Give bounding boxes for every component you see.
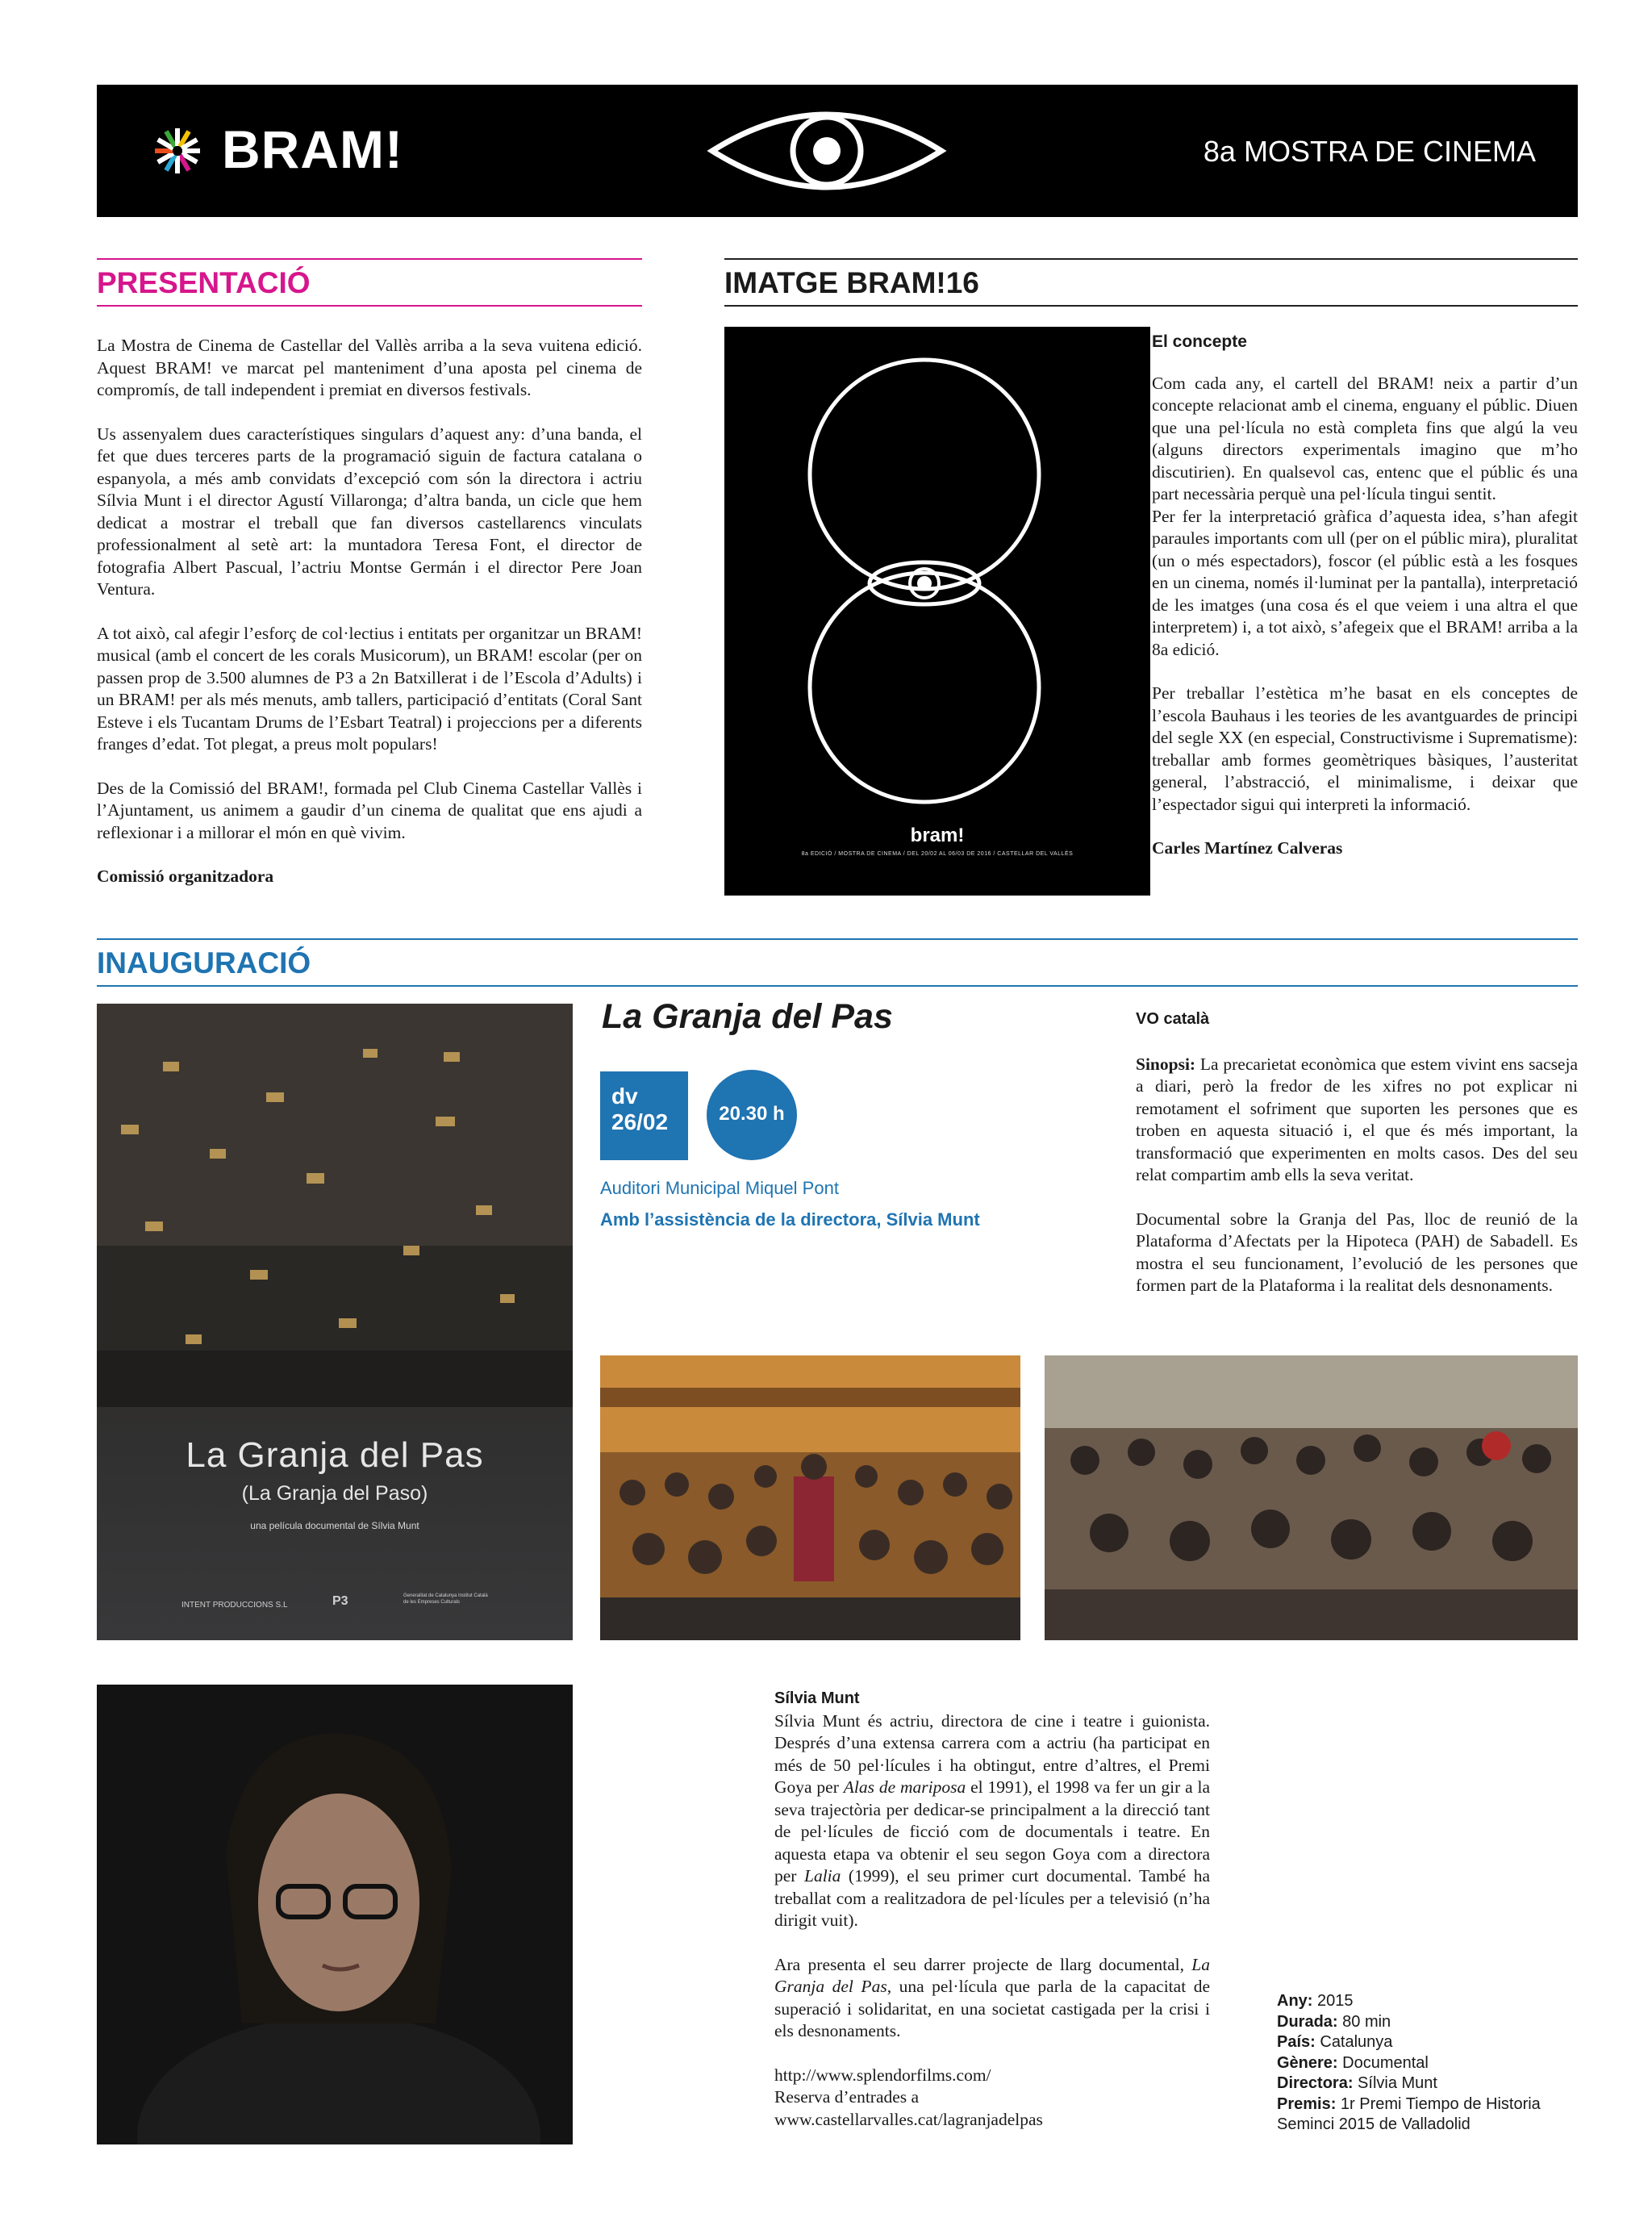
time-badge — [707, 1070, 797, 1160]
guest-note: Amb l’assistència de la directora, Sílvia Munt — [600, 1209, 980, 1230]
bio-name: Sílvia Munt — [774, 1689, 860, 1707]
bram-poster-image — [724, 327, 1150, 896]
date-day: dv — [611, 1084, 638, 1109]
fact-label: Durada: — [1277, 2012, 1338, 2031]
synopsis-column — [1136, 1009, 1578, 1319]
imatge-paragraph: Per fer la interpretació gràfica d’aquesta idea, s’han afegit paraules importants com ull (per on el públic mira), pluralitat (un o més espectadors), foscor (el públic està a les fosques en un cinema, només il·luminat per la pantalla), interpretació de les imatges (una cosa és el que veiem i una altra el que interpretem) i, a tot això, s’afegeix que el BRAM! arriba a la 8a edició. — [1152, 506, 1578, 659]
fact-label: Any: — [1277, 1992, 1313, 2010]
fact-genre — [1277, 2053, 1551, 2074]
imatge-bottom-rule — [724, 305, 1578, 307]
presentacio-top-rule — [97, 258, 642, 260]
portrait-illustration — [97, 1685, 573, 2144]
film-poster-credit: INTENT PRODUCCIONS S.L — [181, 1601, 288, 1610]
presentacio-paragraph: La Mostra de Cinema de Castellar del Vallès arriba a la seva vuitena edició. Aquest BRAM! ve marcat pel manteniment d’una aposta pel cinema de compromís, de tall independent i premiat en diversos festivals. — [97, 336, 642, 399]
date-value: 26/02 — [611, 1109, 669, 1134]
inauguracio-title: INAUGURACIÓ — [97, 946, 311, 979]
audience-photo-2 — [1045, 1355, 1578, 1640]
imatge-signature: Carles Martínez Calveras — [1152, 838, 1343, 858]
fact-year — [1277, 1991, 1551, 2012]
fact-label: Premis: — [1277, 2094, 1337, 2113]
poster-circles-icon — [724, 327, 1150, 896]
fact-value: Catalunya — [1315, 2033, 1393, 2051]
audience-photo-1 — [600, 1355, 1020, 1640]
bio-film-title: Lalia — [803, 1866, 841, 1885]
presentacio-section — [97, 258, 642, 910]
synopsis-paragraph — [1136, 1054, 1578, 1187]
bio-text: el 1991), el 1998 va fer un gir a la seva trajectòria per dedicar-se principalment a la direcció tant de pel·lícules de ficció com de documentals i teatre. En aquesta etapa va obtenir el seu segon Goya com a directora per — [774, 1777, 1211, 1885]
bio-paragraph — [774, 1710, 1210, 1932]
synopsis-text: La precarietat econòmica que estem vivint ens sacseja a diari, però la fredor de les xifres no pot explicar ni remotament el sofriment que suporten les persones que es troben en aquesta situació i, el que és més important, la transformació que experimenten en molts casos. Des del seu relat compartim amb ells la seva veritat. — [1136, 1054, 1578, 1184]
bio-film-title: La Granja del Pas — [774, 1954, 1210, 1996]
film-description: Documental sobre la Granja del Pas, lloc de reunió de la Plataforma d’Afectats per la Hipoteca (PAH) de Sabadell. Es mostra el seu funcionament, l’evolució de les persones que formen part de la Plataforma i la realitat dels desnonaments. — [1136, 1209, 1578, 1295]
film-title: La Granja del Pas — [602, 997, 893, 1036]
film-poster-subtitle: (La Granja del Paso) — [241, 1482, 428, 1505]
presentacio-title: PRESENTACIÓ — [97, 266, 311, 299]
fact-value: 1r Premi Tiempo de Historia Seminci 2015 de Valladolid — [1277, 2094, 1541, 2133]
imatge-text-column — [1152, 331, 1578, 882]
reserve-link[interactable]: www.castellarvalles.cat/lagranjadelpas — [774, 2109, 1043, 2129]
concept-heading: El concepte — [1152, 332, 1247, 351]
bio-text: , una pel·lícula que parla de la capacitat de superació i solidaritat, en una societat castigada per la crisi i els desnonaments. — [774, 1977, 1210, 2040]
eye-icon — [706, 102, 948, 199]
presentacio-bottom-rule — [97, 305, 642, 307]
film-poster-tagline: una película documental de Sílvia Munt — [250, 1520, 419, 1531]
venue: Auditori Municipal Miquel Pont — [600, 1178, 839, 1198]
imatge-title: IMATGE BRAM!16 — [724, 266, 979, 299]
poster-brand: bram! — [910, 825, 965, 846]
fact-country — [1277, 2032, 1551, 2053]
fact-director — [1277, 2073, 1551, 2094]
time-value: 20.30 h — [719, 1103, 785, 1125]
presentacio-signature: Comissió organitzadora — [97, 867, 274, 886]
presentacio-paragraph: A tot això, cal afegir l’esforç de col·lectius i entitats per organitzar un BRAM! musical (amb el concert de les corals Musicorum), un BRAM! escolar (per on passen prop de 3.500 alumnes de P3 a 2n Batxillerat i de l’Escola d’Adults) i un BRAM! per als més menuts, amb tallers, participació d’entitats (Coral Sant Esteve i els Tucantam Drums de l’Esbart Teatral) i projeccions per a diferents franges d’edat. Tot plegat, a preus molt populars! — [97, 623, 642, 754]
film-website-link[interactable]: http://www.splendorfilms.com/ — [774, 2065, 991, 2085]
fact-value: 2015 — [1312, 1992, 1354, 2010]
film-poster-credit: Generalitat de Catalunya Institut Català de les Empreses Culturals — [403, 1593, 488, 1605]
imatge-paragraph: Per treballar l’estètica m’he basat en els conceptes de l’escola Bauhaus i les teories de les avantguardes de principi del segle XX (en especial, Constructivisme i Suprematisme): treballar amb formes geomètriques bàsiques, l’austeritat general, l’abstracció, el minimalisme, i deixar que l’espectador sigui qui interpreti la informació. — [1152, 683, 1578, 814]
bio-column — [774, 1688, 1210, 2131]
imatge-top-rule — [724, 258, 1578, 260]
poster-caption: 8a EDICIÓ / MOSTRA DE CINEMA / DEL 20/02 AL 06/03 DE 2016 / CASTELLAR DEL VALLÈS — [801, 851, 1074, 857]
imatge-paragraph: Com cada any, el cartell del BRAM! neix a partir d’un concepte relacionat amb el cinema, enguany el públic. Diuen que una pel·lícula no està completa fins que algú la veu (alguns directors experimentals imagino que m’ho discutirien). En qualsevol cas, entenc que el públic és una part necessària perquè una pel·lícula tingui sentit. — [1152, 373, 1578, 503]
header-banner — [97, 85, 1578, 217]
fact-label: Directora: — [1277, 2074, 1354, 2092]
bio-paragraph — [774, 1954, 1210, 2043]
bram-logo-text: BRAM! — [222, 119, 403, 179]
audience-photo-2-illustration — [1045, 1355, 1578, 1640]
presentacio-paragraph: Des de la Comissió del BRAM!, formada pel Club Cinema Castellar Vallès i l’Ajuntament, us animem a gaudir d’un cinema de qualitat que ens ajudi a reflexionar i a millorar el món en què vivim. — [97, 778, 642, 842]
bio-film-title: Alas de mariposa — [843, 1777, 966, 1797]
inauguracio-bottom-rule — [97, 985, 1578, 987]
presentacio-paragraph: Us assenyalem dues característiques singulars d’aquest any: d’una banda, el fet que dues terceres parts de la programació siguin de factura catalana o espanyola, a més amb convidats d’excepció com són la directora i actriu Sílvia Munt i el director Agustí Villaronga; d’altra banda, un cicle que hem dedicat a mostrar el treball que fan diversos castellarencs vinculats professionalment al setè art: la muntadora Teresa Font, el director de fotografia Albert Pascual, l’actriu Montse Germán i el director Pere Joan Ventura. — [97, 424, 642, 599]
fact-label: País: — [1277, 2033, 1316, 2051]
imatge-section — [724, 258, 1578, 307]
bio-text: Sílvia Munt és actriu, directora de cine i teatre i guionista. Després d’una extensa carrera com a actriu (ha participat en més de 50 pel·lícules i ha obtingut, entre d’altres, el Premi Goya per — [774, 1710, 1210, 1797]
presentacio-body — [97, 335, 642, 888]
building-illustration-icon — [97, 1004, 573, 1407]
fact-awards — [1277, 2094, 1551, 2136]
inauguracio-section — [97, 938, 1578, 987]
bio-text: (1999), el seu primer curt documental. També ha treballat com a realitzadora de pel·lícules per a televisió (n’ha dirigit vuit). — [774, 1866, 1210, 1930]
fact-value: Documental — [1337, 2053, 1429, 2072]
audience-photo-1-illustration — [600, 1355, 1020, 1640]
bram-logo-icon — [150, 123, 205, 178]
reserve-label: Reserva d’entrades a — [774, 2087, 920, 2107]
bio-text: Ara presenta el seu darrer projecte de llarg documental, — [774, 1954, 1192, 1974]
fact-label: Gènere: — [1277, 2053, 1338, 2072]
edition-title: 8a MOSTRA DE CINEMA — [1203, 135, 1536, 168]
synopsis-label: Sinopsi: — [1136, 1054, 1196, 1074]
date-box — [600, 1071, 688, 1160]
film-poster-credit: P3 — [332, 1594, 348, 1608]
language-label: VO català — [1136, 1010, 1210, 1028]
film-poster-image — [97, 1004, 573, 1640]
fact-duration — [1277, 2012, 1551, 2033]
inauguracio-top-rule — [97, 938, 1578, 940]
film-poster-title: La Granja del Pas — [186, 1435, 484, 1475]
fact-value: Sílvia Munt — [1353, 2074, 1437, 2092]
film-facts — [1277, 1991, 1551, 2136]
silvia-munt-photo — [97, 1685, 573, 2144]
fact-value: 80 min — [1337, 2012, 1391, 2031]
